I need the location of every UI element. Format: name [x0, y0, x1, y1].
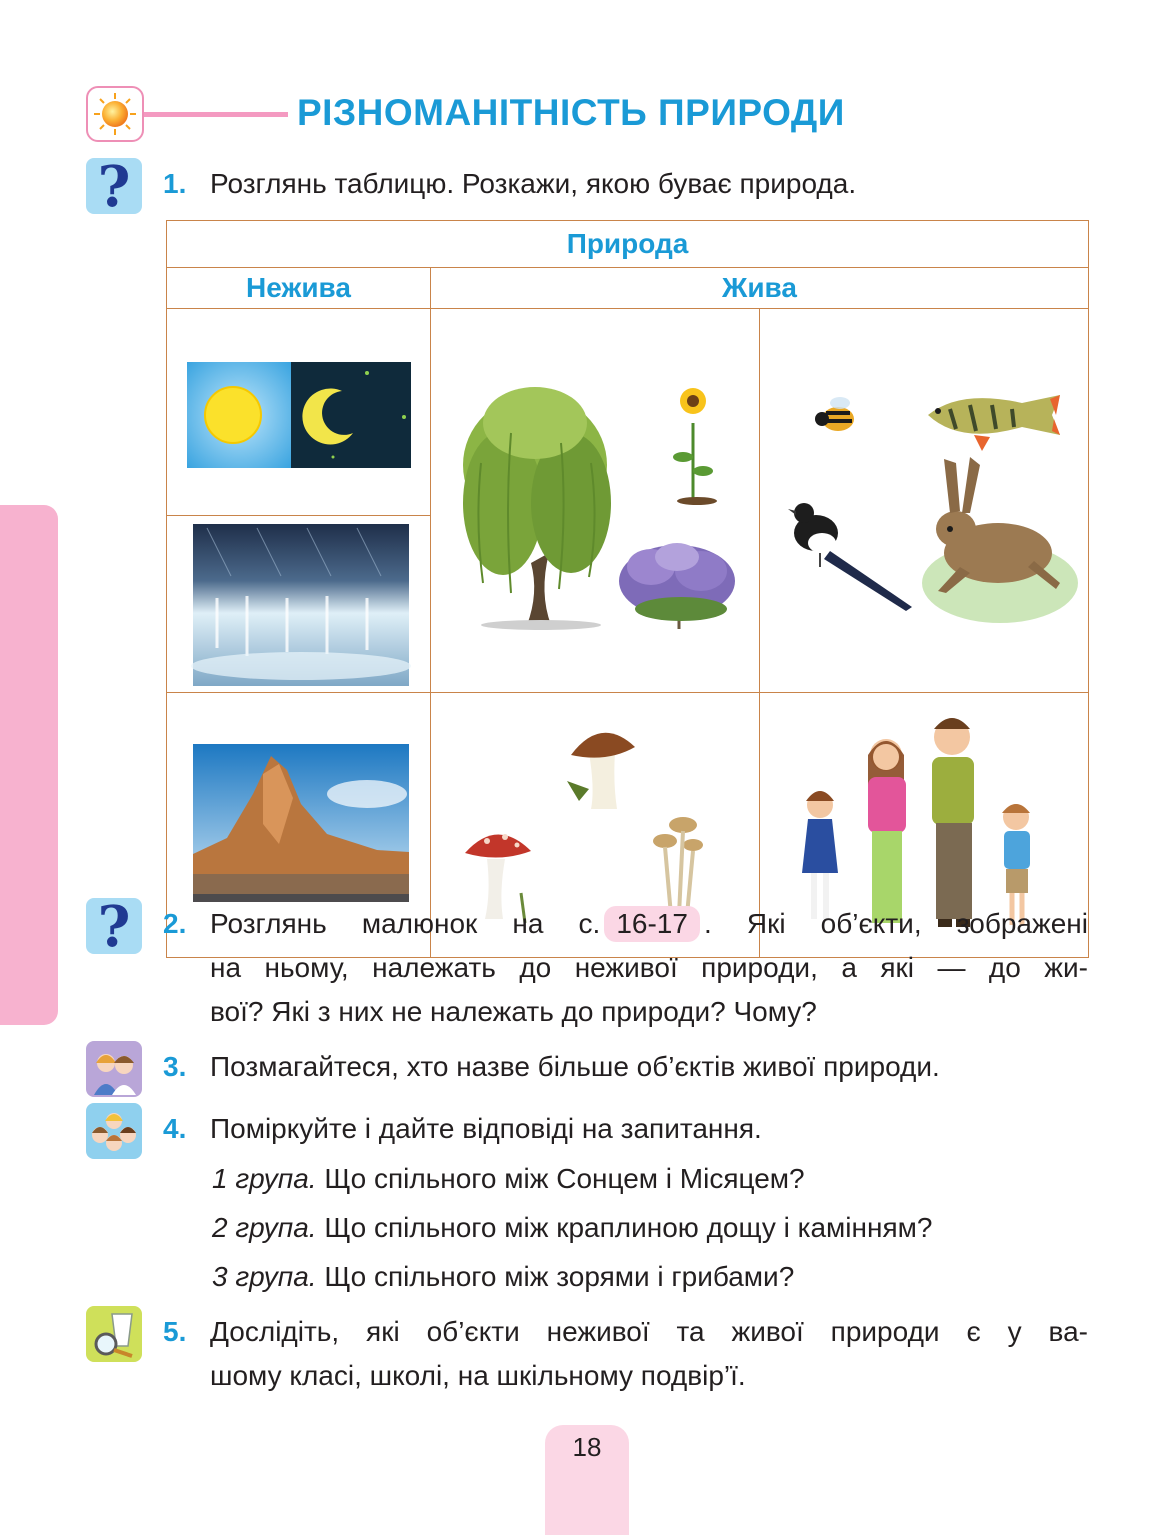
cell-water — [167, 516, 431, 693]
waterfall-image — [167, 516, 429, 692]
rock-mountain-image — [167, 734, 429, 916]
task-5-number: 5. — [163, 1316, 187, 1347]
task-4-group-1: 1 група. Що спільного між Сонцем і Місяцем? — [212, 1163, 805, 1194]
animals-image — [760, 353, 1087, 649]
group-of-children-icon — [86, 1103, 142, 1159]
cell-plants — [431, 309, 760, 693]
task-1-text: Розглянь таблицю. Розкажи, якою буває природа. — [210, 168, 857, 199]
table-header-nature: Природа — [167, 221, 1089, 268]
page-number: 18 — [545, 1425, 629, 1535]
task-1-number: 1. — [163, 168, 187, 199]
task-4-group-2: 2 група. Що спільного між краплиною дощу і камінням? — [212, 1212, 933, 1243]
task-5-line-2: шому класі, школі, на шкільному подвір’ї. — [210, 1360, 746, 1391]
nature-table — [166, 220, 1089, 958]
plants-image — [431, 353, 758, 649]
title-rule — [144, 112, 288, 117]
page-reference-badge: 16-17 — [604, 906, 700, 942]
task-2-line-3: вої? Які з них не належать до природи? Чому? — [210, 996, 817, 1027]
side-tab — [0, 505, 58, 1025]
cell-sun-moon — [167, 309, 431, 516]
question-icon: ? — [86, 158, 142, 214]
task-4-text: Поміркуйте і дайте відповіді на запитання. — [210, 1113, 762, 1144]
task-3-number: 3. — [163, 1051, 187, 1082]
title-sun-badge — [86, 86, 144, 142]
sun-icon — [92, 91, 138, 137]
two-children-icon — [86, 1041, 142, 1097]
page-title: РІЗНОМАНІТНІСТЬ ПРИРОДИ — [297, 92, 845, 133]
magnifier-glass-icon — [86, 1306, 142, 1362]
question-icon: ? — [86, 898, 142, 954]
task-2-line-1: Розглянь малюнок на с. 16-17 . Які об’єкти, зображені — [210, 902, 1088, 946]
task-4-number: 4. — [163, 1113, 187, 1144]
task-5-line-1: Дослідіть, які об’єкти неживої та живої природи є у ва- — [210, 1316, 1088, 1347]
cell-animals — [760, 309, 1089, 693]
task-4-group-3: 3 група. Що спільного між зорями і грибами? — [212, 1261, 795, 1292]
task-2-number: 2. — [163, 908, 187, 939]
task-2-line-2: на ньому, належать до неживої природи, а які — до жи- — [210, 952, 1088, 983]
table-header-nonliving: Нежива — [167, 268, 431, 309]
table-header-living: Жива — [431, 268, 1089, 309]
task-2-text — [210, 902, 1088, 1034]
task-5-text — [210, 1310, 1088, 1398]
task-3-text: Позмагайтеся, хто назве більше об’єктів живої природи. — [210, 1051, 940, 1082]
sun-moon-image — [167, 309, 429, 515]
